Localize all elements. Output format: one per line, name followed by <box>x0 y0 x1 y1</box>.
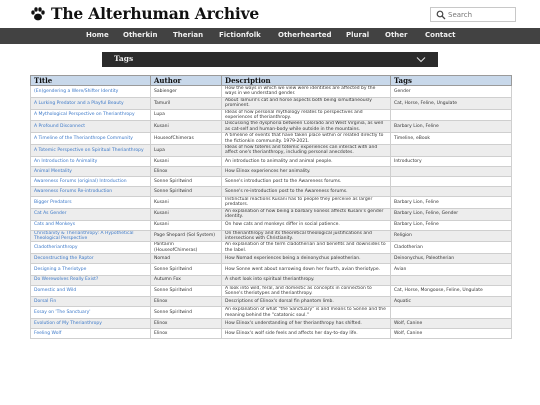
cell-author: Page Shepard (Sol System) <box>151 230 222 242</box>
column-header-tags[interactable]: Tags <box>391 76 512 86</box>
main-nav <box>0 28 540 44</box>
table-row <box>31 208 512 220</box>
cell-description: An explanation of how being a barbary lioness affects Kusani's gender identity. <box>222 208 391 220</box>
cell-description: On how cats and monkeys differ in social patience. <box>222 220 391 230</box>
table-row <box>31 297 512 307</box>
cell-author: Pantairin (HouseofChimeras) <box>151 242 222 254</box>
cell-tags: Barbary Lion, Feline <box>391 196 512 208</box>
cell-tags: Barbary Lion, Feline <box>391 121 512 133</box>
cell-author: Elinox <box>151 166 222 176</box>
cell-title[interactable]: Dorsal Fin <box>31 297 151 307</box>
cell-tags: Cat, Horse, Feline, Ungulate <box>391 97 512 109</box>
cell-title[interactable]: Awareness Forums Re-introduction <box>31 186 151 196</box>
cell-author: HouseofChimeras <box>151 133 222 145</box>
table-row <box>31 242 512 254</box>
cell-description: How Elinox's understanding of her therianthropy has shifted. <box>222 319 391 329</box>
cell-tags: Barbary Lion, Feline <box>391 220 512 230</box>
cell-description: Instinctual reactions Kusani has to people they perceive as larger predators. <box>222 196 391 208</box>
table-row <box>31 121 512 133</box>
table-row <box>31 86 512 98</box>
cell-title[interactable]: (En)gendering a Were/Shifter Identity <box>31 86 151 98</box>
site-header <box>0 0 540 28</box>
nav-other[interactable]: Other <box>385 31 408 39</box>
cell-tags: Wolf, Canine <box>391 329 512 339</box>
nav-contact[interactable]: Contact <box>425 31 456 39</box>
cell-tags: Barbary Lion, Feline, Gender <box>391 208 512 220</box>
cell-description: Ideas of how personal mythology relates to perspectives and experiences of therianthropy. <box>222 109 391 121</box>
cell-author: Kusani <box>151 220 222 230</box>
cell-title[interactable]: A Profound Disconnect <box>31 121 151 133</box>
cell-title[interactable]: A Mythological Perspective on Therianthropy <box>31 109 151 121</box>
table-row <box>31 230 512 242</box>
cell-tags <box>391 275 512 285</box>
cell-description: About Tamuril's cat and horse aspects both being simultaneously prominent. <box>222 97 391 109</box>
cell-description: A short look into spiritual therianthropy. <box>222 275 391 285</box>
cell-author: Kusani <box>151 196 222 208</box>
cell-tags <box>391 166 512 176</box>
table-row <box>31 176 512 186</box>
cell-tags <box>391 307 512 319</box>
table-row <box>31 319 512 329</box>
table-row <box>31 97 512 109</box>
tags-label: Tags <box>114 54 134 63</box>
nav-therian[interactable]: Therian <box>173 31 204 39</box>
cell-tags <box>391 186 512 196</box>
column-header-author[interactable]: Author <box>151 76 222 86</box>
table-row <box>31 285 512 297</box>
cell-title[interactable]: A Lurking Predator and a Playful Beauty <box>31 97 151 109</box>
cell-title[interactable]: Awareness Forums (original) Introduction <box>31 176 151 186</box>
table-row <box>31 220 512 230</box>
cell-tags: Timeline, eBook <box>391 133 512 145</box>
table-row <box>31 156 512 166</box>
table-row <box>31 275 512 285</box>
cell-author: Sonne Spiritwind <box>151 176 222 186</box>
nav-plural[interactable]: Plural <box>346 31 370 39</box>
cell-author: Kusani <box>151 156 222 166</box>
cell-description: Ideas of how totems and totemic experiences can interact with and affect one's therianthropy, including personal anecdotes. <box>222 145 391 157</box>
cell-title[interactable]: Feeling Wolf <box>31 329 151 339</box>
cell-description: Discussing the dysphoria between Colorado and West Virginia, as well as cat-self and human-body while outside in the mountains. <box>222 121 391 133</box>
cell-description: A timeline of events that have taken place within or related directly to the fictionkin community. 1979-2021. <box>222 133 391 145</box>
table-row <box>31 145 512 157</box>
table-row <box>31 254 512 264</box>
cell-description: How Nomad experiences being a deinonychus paleotherian. <box>222 254 391 264</box>
cell-title[interactable]: A Totemic Perspective on Spiritual Therianthropy <box>31 145 151 157</box>
cell-title[interactable]: Bigger Predators <box>31 196 151 208</box>
cell-title[interactable]: Animal Mentality <box>31 166 151 176</box>
cell-title[interactable]: Cat As Gender <box>31 208 151 220</box>
cell-tags <box>391 176 512 186</box>
cell-title[interactable]: A Timeline of the Therianthrope Community <box>31 133 151 145</box>
cell-tags <box>391 109 512 121</box>
cell-tags: Deinonychus, Paleotherian <box>391 254 512 264</box>
articles-table <box>30 75 512 339</box>
cell-author: Autumn Fox <box>151 275 222 285</box>
column-header-title[interactable]: Title <box>31 76 151 86</box>
table-row <box>31 307 512 319</box>
nav-otherhearted[interactable]: Otherhearted <box>278 31 332 39</box>
table-row <box>31 166 512 176</box>
site-title[interactable]: The Alterhuman Archive <box>51 4 260 23</box>
cell-title[interactable]: Christianity & Therianthropy: A Hypothetical Theological Perspective <box>31 230 151 242</box>
cell-tags: Avian <box>391 264 512 276</box>
cell-tags: Cat, Horse, Mongoose, Feline, Ungulate <box>391 285 512 297</box>
cell-description: Sonne's introduction post to the Awareness forums. <box>222 176 391 186</box>
cell-description: How Elinox's wolf side feels and affects her day-to-day life. <box>222 329 391 339</box>
cell-description: How Elinox experiences her animality. <box>222 166 391 176</box>
cell-description: An introduction to animality and animal people. <box>222 156 391 166</box>
table-row <box>31 329 512 339</box>
cell-author: Tamuril <box>151 97 222 109</box>
cell-author: Kusani <box>151 121 222 133</box>
nav-fictionfolk[interactable]: Fictionfolk <box>219 31 261 39</box>
cell-title[interactable]: Evolution of My Therianthropy <box>31 319 151 329</box>
cell-author: Sonne Spiritwind <box>151 264 222 276</box>
search-icon[interactable] <box>436 10 446 20</box>
search-input[interactable] <box>448 9 514 20</box>
cell-description: On therianthropy and its theoretical theological justifications and intersections with Christianity. <box>222 230 391 242</box>
cell-author: Nomad <box>151 254 222 264</box>
cell-title[interactable]: Do Werewolves Really Exist? <box>31 275 151 285</box>
cell-tags: Gender <box>391 86 512 98</box>
cell-tags <box>391 145 512 157</box>
table-row <box>31 196 512 208</box>
cell-description: Sonne's re-introduction post to the Awareness forums. <box>222 186 391 196</box>
table-row <box>31 186 512 196</box>
table-body <box>31 86 512 339</box>
cell-tags: Wolf, Canine <box>391 319 512 329</box>
cell-tags: Introductory <box>391 156 512 166</box>
cell-title[interactable]: Cladotherianthropy <box>31 242 151 254</box>
table-row <box>31 264 512 276</box>
column-header-description[interactable]: Description <box>222 76 391 86</box>
cell-description: An explanation of the term cladotherian and benefits and downsides to the label. <box>222 242 391 254</box>
nav-home[interactable]: Home <box>86 31 109 39</box>
cell-title[interactable]: Essay on 'The Sanctuary' <box>31 307 151 319</box>
cell-author: Sonne Spiritwind <box>151 285 222 297</box>
cell-description: How the ways in which we view were identities are affected by the ways in we understand gender. <box>222 86 391 98</box>
cell-title[interactable]: Domestic and Wild <box>31 285 151 297</box>
cell-description: An explanation of what "the Sanctuary" is and means to Sonne and the meaning behind the "catatonic soul." <box>222 307 391 319</box>
cell-author: Elinox <box>151 319 222 329</box>
cell-author: Lupa <box>151 109 222 121</box>
cell-description: Descriptions of Elinox's dorsal fin phantom limb. <box>222 297 391 307</box>
search-box[interactable] <box>430 7 516 22</box>
cell-title[interactable]: Cats and Monkeys <box>31 220 151 230</box>
cell-title[interactable]: Deconstructing the Raptor <box>31 254 151 264</box>
nav-otherkin[interactable]: Otherkin <box>123 31 158 39</box>
cell-author: Sonne Spiritwind <box>151 307 222 319</box>
cell-title[interactable]: An Introduction to Animality <box>31 156 151 166</box>
cell-author: Sonne Spiritwind <box>151 186 222 196</box>
cell-author: Kusani <box>151 208 222 220</box>
cell-author: Elinox <box>151 329 222 339</box>
cell-title[interactable]: Designing a Theriotype <box>31 264 151 276</box>
cell-tags: Religion <box>391 230 512 242</box>
cell-author: Sabienger <box>151 86 222 98</box>
tags-dropdown[interactable] <box>102 52 438 67</box>
cell-author: Elinox <box>151 297 222 307</box>
cell-description: A look into wild, feral, and domestic as concepts in connection to Sonne's theriotypes and therianthropy. <box>222 285 391 297</box>
table-row <box>31 109 512 121</box>
cell-author: Lupa <box>151 145 222 157</box>
cell-description: How Sonne went about narrowing down her fourth, avian theriotype. <box>222 264 391 276</box>
cell-tags: Aquatic <box>391 297 512 307</box>
paw-print-icon[interactable] <box>30 6 46 22</box>
chevron-down-icon[interactable] <box>416 55 426 64</box>
table-header-row <box>31 76 512 86</box>
table-row <box>31 133 512 145</box>
cell-tags: Cladotherian <box>391 242 512 254</box>
